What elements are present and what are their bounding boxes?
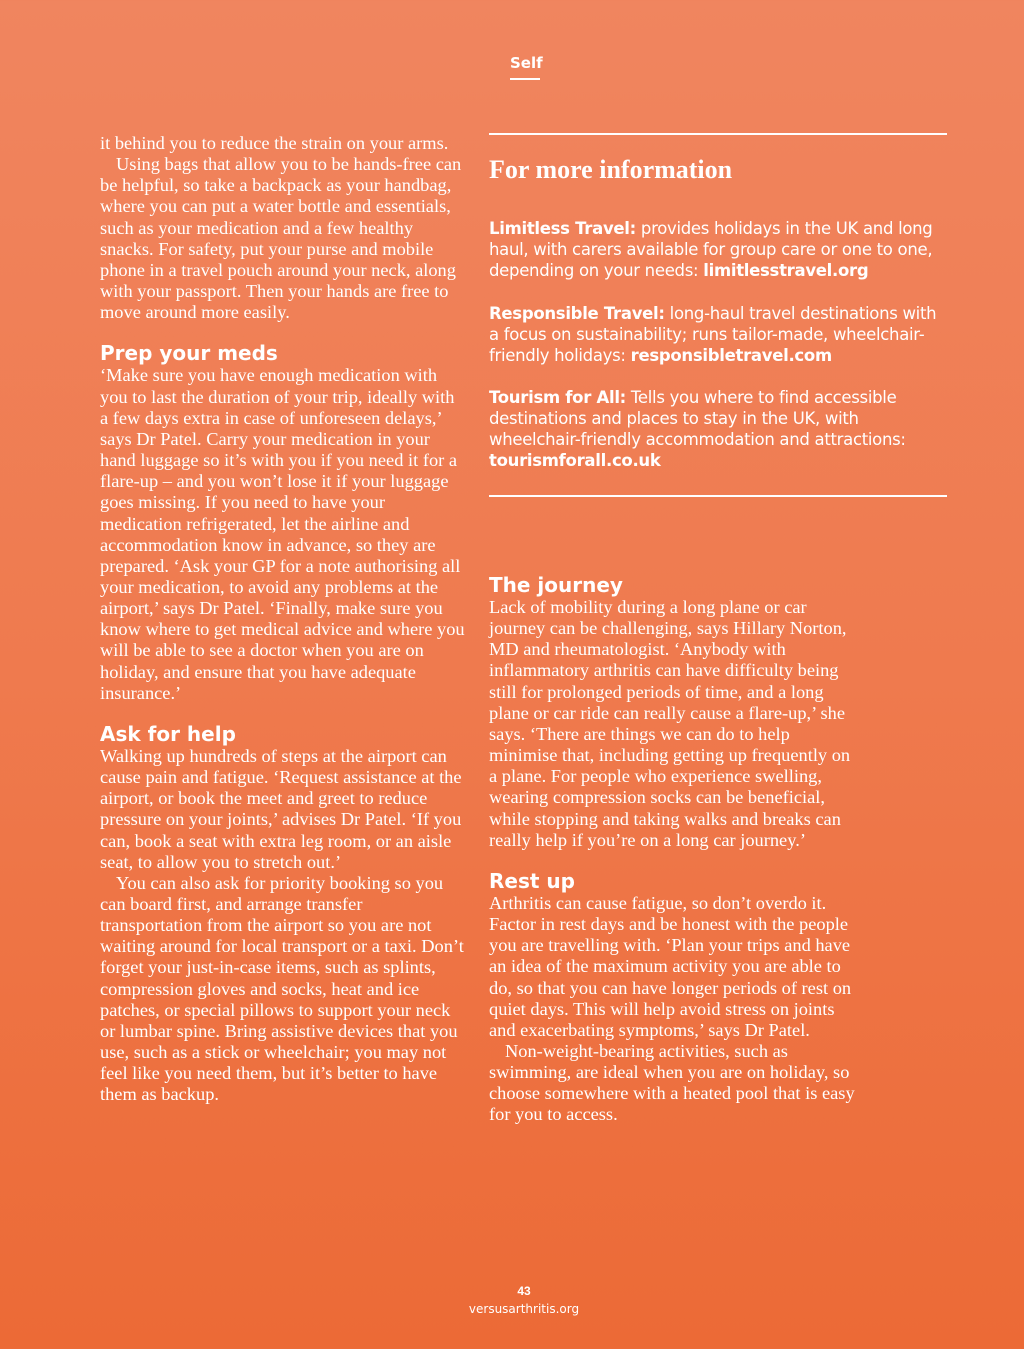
paragraph: You can also ask for priority booking so you can board first, and arrange transfer transportation from the airport so you are not waiting around for local transport or a taxi. Don’t forget your just-in-case items, such as splints, compression gloves and socks, heat and ice patches, or special pillows to support your neck or lumbar spine. Bring assistive devices that you use, such as a stick or wheelchair; you may not feel like you need them, but it’s better to have them as backup. xyxy=(100,872,464,1105)
info-item xyxy=(489,303,949,366)
info-item xyxy=(489,387,949,471)
section-underline xyxy=(510,78,540,80)
org-link[interactable]: limitlesstravel.org xyxy=(703,261,869,280)
org-link[interactable]: responsibletravel.com xyxy=(630,346,832,365)
org-desc: Tells you where to find accessible destinations and places to stay in the UK, with wheelchair-friendly accommodation and attractions: xyxy=(489,388,906,449)
info-item xyxy=(489,218,949,281)
paragraph: it behind you to reduce the strain on your arms. xyxy=(100,133,449,153)
info-title: For more information xyxy=(489,155,733,184)
heading-journey: The journey xyxy=(489,573,623,597)
footer-url: versusarthritis.org xyxy=(468,1302,580,1316)
left-column xyxy=(100,133,466,1106)
paragraph: Arthritis can cause fatigue, so don’t overdo it. Factor in rest days and be honest with the people you are travelling with. ‘Plan your trips and have an idea of the maximum activity you are able to do, so that you can have longer periods of rest on quiet days. This will help avoid stress on joints and exacerbating symptoms,’ says Dr Patel. xyxy=(489,892,852,1040)
heading-prep-meds: Prep your meds xyxy=(100,341,278,366)
paragraph: Using bags that allow you to be hands-free can be helpful, so take a backpack as your handbag, where you can put a water bottle and essentials, such as your medication and a few healthy snacks. For safety, put your purse and mobile phone in a travel pouch around your neck, along with your passport. Then your hands are free to move around more easily. xyxy=(100,154,462,323)
org-name: Limitless Travel: xyxy=(489,219,636,238)
section-tag: Self xyxy=(510,54,543,72)
org-link[interactable]: tourismforall.co.uk xyxy=(489,451,661,470)
heading-rest: Rest up xyxy=(489,868,575,893)
org-desc: provides holidays in the UK and long haul, with carers available for group care or one to one, depending on your needs: xyxy=(489,219,933,280)
divider xyxy=(489,495,947,497)
heading-ask-help: Ask for help xyxy=(100,721,236,746)
page-number: 43 xyxy=(517,1284,531,1298)
paragraph: Lack of mobility during a long plane or car journey can be challenging, says Hillary Norton, MD and rheumatologist. ‘Anybody with inflammatory arthritis can have difficulty being still for prolonged periods of time, and a long plane or car ride can really cause a flare-up,’ she says. ‘There are things we can do to help minimise that, including getting up frequently on a plane. For people who experience swelling, wearing compression socks can be beneficial, while stopping and taking walks and breaks can really help if you’re on a long car journey.’ xyxy=(489,597,851,850)
divider xyxy=(489,133,947,135)
org-name: Tourism for All: xyxy=(489,388,626,407)
org-name: Responsible Travel: xyxy=(489,304,665,323)
org-desc: long-haul travel destinations with a focus on sustainability; runs tailor-made, wheelchair-friendly holidays: xyxy=(489,304,937,365)
right-column xyxy=(489,555,859,1126)
paragraph: Non-weight-bearing activities, such as swimming, are ideal when you are on holiday, so choose somewhere with a heated pool that is easy for you to access. xyxy=(489,1040,855,1125)
paragraph: ‘Make sure you have enough medication with you to last the duration of your trip, ideally with a few days extra in case of unforeseen delays,’ says Dr Patel. Carry your medication in your hand luggage so it’s with you if you need it for a flare-up – and you won’t lose it if your luggage goes missing. If you need to have your medication refrigerated, let the airline and accommodation know in advance, so they are prepared. ‘Ask your GP for a note authorising all your medication, to avoid any problems at the airport,’ says Dr Patel. ‘Finally, make sure you know where to get medical advice and where you will be able to see a doctor when you are on holiday, and ensure that you have adequate insurance.’ xyxy=(100,365,465,703)
paragraph: Walking up hundreds of steps at the airport can cause pain and fatigue. ‘Request assistance at the airport, or book the meet and greet to reduce pressure on your joints,’ advises Dr Patel. ‘If you can, book a seat with extra leg room, or an aisle seat, to allow you to stretch out.’ xyxy=(100,745,462,872)
